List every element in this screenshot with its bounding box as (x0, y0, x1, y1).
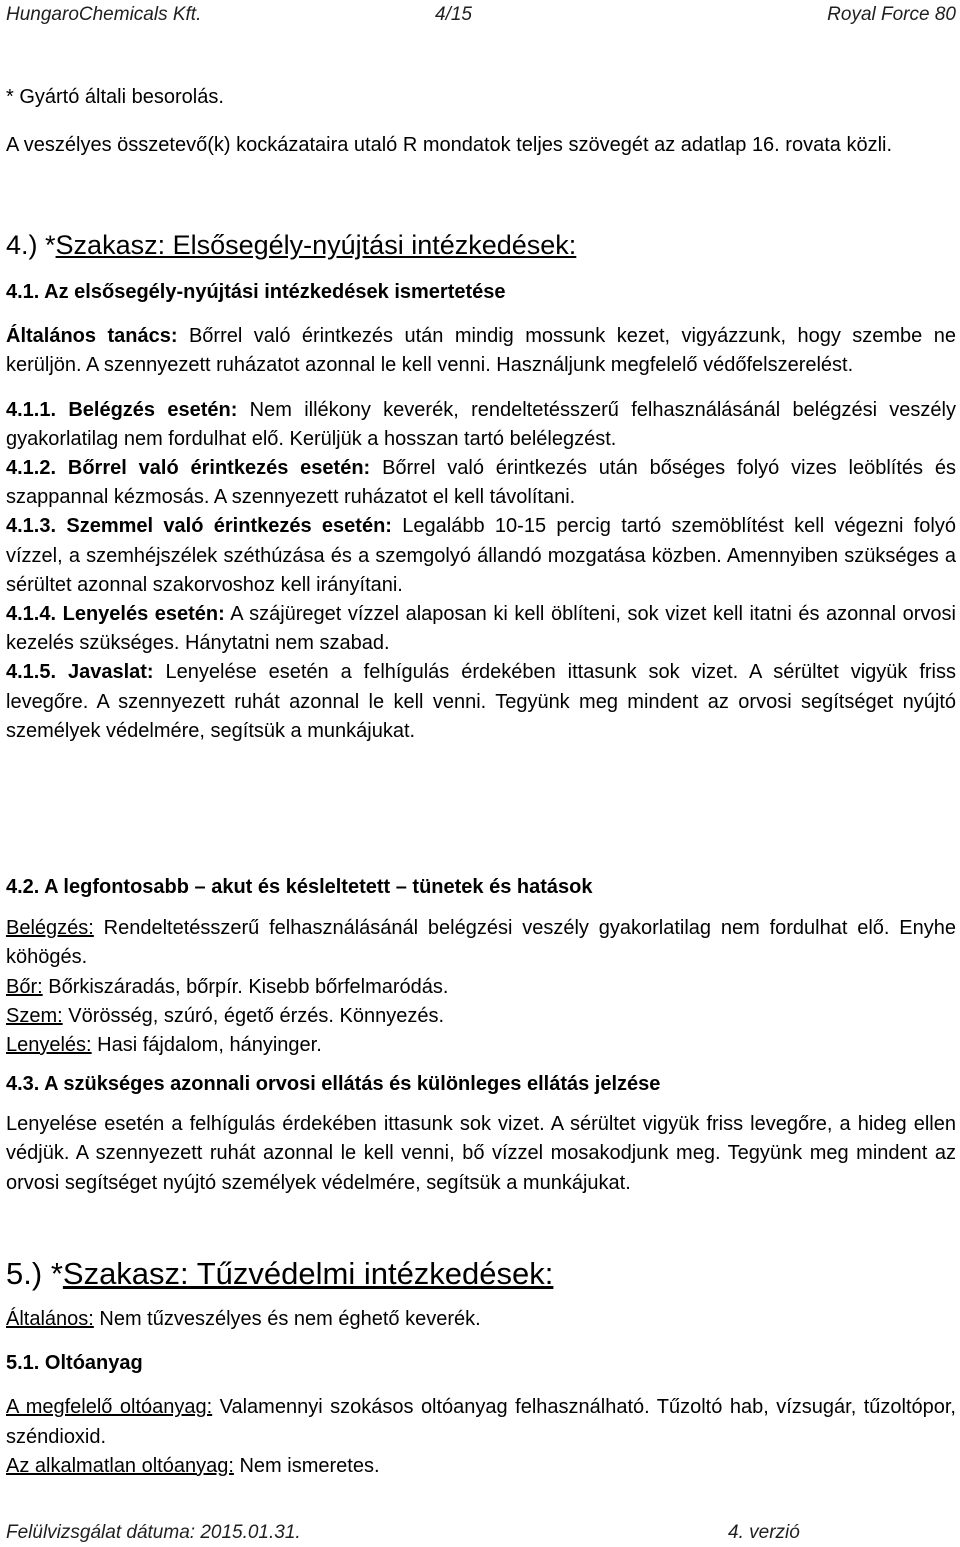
intro-block (6, 83, 956, 160)
eye-contact-label: 4.1.3. Szemmel való érintkezés esetén: (6, 515, 392, 538)
page-header (6, 4, 956, 30)
page-footer (6, 1522, 956, 1546)
section-4-1 (6, 278, 956, 746)
inhalation-measures (6, 396, 956, 454)
inhalation-label: 4.1.1. Belégzés esetén: (6, 398, 238, 421)
fire-general-text: Nem tűzveszélyes és nem éghető keverék. (93, 1308, 481, 1330)
subsection-5-1-title: 5.1. Oltóanyag (6, 1352, 143, 1375)
company-name: HungaroChemicals Kft. (6, 4, 202, 25)
subsection-4-1-title: 4.1. Az elsősegély-nyújtási intézkedések ismertetése (6, 281, 506, 303)
section-5-star: * (50, 1256, 63, 1291)
symptom-eye-text: Vörösség, szúró, égető érzés. Könnyezés. (62, 1004, 445, 1027)
symptom-inhalation-label: Belégzés: (6, 917, 94, 940)
symptom-skin-text: Bőrkiszáradás, bőrpír. Kisebb bőrfelmaródás. (42, 975, 449, 998)
symptom-ingestion (6, 1031, 956, 1060)
subsection-4-3-title: 4.3. A szükséges azonnali orvosi ellátás és különleges ellátás jelzése (6, 1073, 661, 1095)
classification-note: * Gyártó általi besorolás. (6, 86, 224, 108)
symptom-eye (6, 1002, 956, 1031)
symptom-inhalation (6, 914, 956, 972)
page-number: 4/15 (435, 4, 472, 25)
eye-contact-text: Legalább 10-15 percig tartó szemöblítést kell végezni folyó vízzel, a szemhéjszélek széthúzása és a szemgolyó állandó mozgatása közben. Amennyiben szükséges a sérültet azonnal szakorvoshoz kell irányítani. (6, 515, 956, 596)
section-5-title: Szakasz: Tűzvédelmi intézkedések: (62, 1256, 554, 1291)
ingestion-label: 4.1.4. Lenyelés esetén: (6, 603, 225, 626)
document-page (6, 0, 956, 1547)
fire-general-label: Általános: (6, 1308, 94, 1330)
unsuitable-media (6, 1452, 956, 1481)
section-5-body (6, 1305, 956, 1481)
subsection-4-2-title: 4.2. A legfontosabb – akut és késleltetett – tünetek és hatások (6, 876, 593, 898)
eye-contact-measures (6, 512, 956, 600)
product-name: Royal Force 80 (827, 4, 956, 25)
general-advice (6, 322, 956, 380)
section-4-number: 4.) (6, 230, 38, 260)
symptom-ingestion-label: Lenyelés: (6, 1034, 92, 1057)
version: 4. verzió (728, 1522, 800, 1543)
suitable-media-text: Valamennyi szokásos oltóanyag felhasználható. Tűzoltó hab, vízsugár, tűzoltópor, széndioxid. (6, 1396, 956, 1448)
ingestion-measures (6, 600, 956, 658)
medical-attention-text: Lenyelése esetén a felhígulás érdekében ittasunk sok vizet. A sérültet vigyük friss levegőre, a hideg ellen védjük. A szennyezett ruhát azonnal le kell venni, bő vízzel mosakodjunk meg. Tegyünk meg mindent az orvosi segítséget nyújtó személyek védelmére, segítsük a munkájukat. (6, 1113, 956, 1194)
fire-general (6, 1305, 956, 1334)
general-advice-label: Általános tanács: (6, 325, 178, 348)
suitable-media (6, 1393, 956, 1451)
section-4-heading (6, 229, 956, 261)
recommendation-label: 4.1.5. Javaslat: (6, 661, 154, 684)
section-4-2 (6, 873, 956, 1060)
suitable-media-label: A megfelelő oltóanyag: (6, 1396, 213, 1419)
skin-contact-text: Bőrrel való érintkezés után bőséges folyó vizes leöblítés és szappannal kézmosás. A szennyezett ruházatot el kell távolítani. (6, 457, 956, 509)
skin-contact-measures (6, 454, 956, 512)
section-4-title: Szakasz: Elsősegély-nyújtási intézkedések: (55, 230, 577, 260)
unsuitable-media-text: Nem ismeretes. (233, 1454, 380, 1477)
section-5-heading (6, 1256, 956, 1292)
general-advice-text: Bőrrel való érintkezés után mindig mossunk kezet, vigyázzunk, hogy szembe ne kerüljön. A szennyezett ruházatot azonnal le kell venni. Használjunk megfelelő védőfelszerelést. (6, 325, 956, 377)
revision-date: Felülvizsgálat dátuma: 2015.01.31. (6, 1522, 301, 1543)
r-phrases-note: A veszélyes összetevő(k) kockázataira utaló R mondatok teljes szövegét az adatlap 16. rovata közli. (6, 134, 893, 157)
ingestion-text: A szájüreget vízzel alaposan ki kell öblíteni, sok vizet kell itatni és azonnal orvosi kezelés szükséges. Hánytatni nem szabad. (6, 603, 956, 655)
symptom-inhalation-text: Rendeltetésszerű felhasználásánál belégzési veszély gyakorlatilag nem fordulhat elő. Enyhe köhögés. (6, 917, 956, 969)
inhalation-text: Nem illékony keverék, rendeltetésszerű felhasználásánál belégzési veszély gyakorlatilag nem fordulhat elő. Kerüljük a hosszan tartó belélegzést. (6, 398, 956, 450)
symptom-skin-label: Bőr: (6, 975, 43, 998)
symptom-ingestion-text: Hasi fájdalom, hányinger. (91, 1034, 322, 1057)
section-5-number: 5.) (6, 1256, 43, 1291)
unsuitable-media-label: Az alkalmatlan oltóanyag: (6, 1454, 234, 1477)
symptom-eye-label: Szem: (6, 1004, 63, 1027)
skin-contact-label: 4.1.2. Bőrrel való érintkezés esetén: (6, 457, 371, 480)
recommendation (6, 658, 956, 746)
recommendation-text: Lenyelése esetén a felhígulás érdekében ittasunk sok vizet. A sérültet vigyük friss levegőre. A szennyezett ruhát azonnal le kell venni. Tegyünk meg mindent az orvosi segítséget nyújtó személyek védelmére, segítsük a munkájukat. (6, 661, 956, 742)
symptom-skin (6, 973, 956, 1002)
section-4-star: * (45, 230, 56, 260)
section-4-3 (6, 1070, 956, 1198)
